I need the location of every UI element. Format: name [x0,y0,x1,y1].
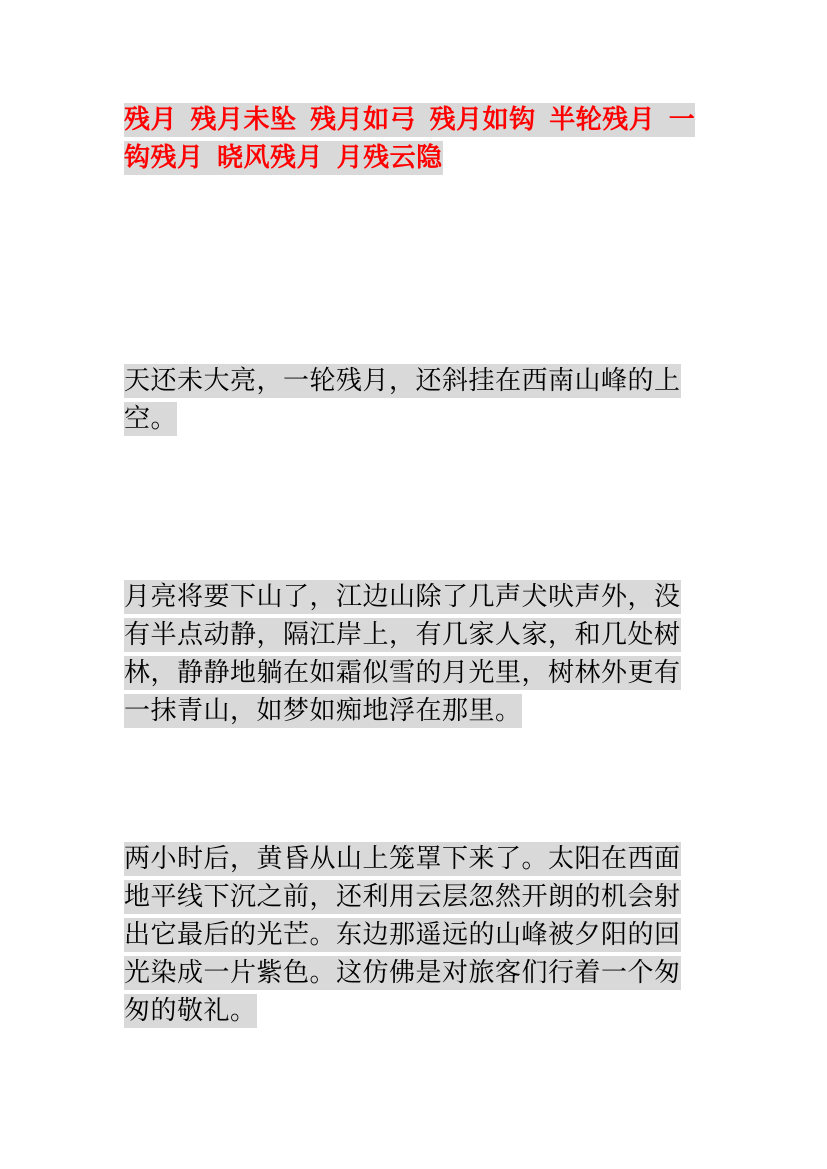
title-terms-line [124,101,704,177]
paragraph-3 [124,840,702,1030]
paragraph-1-text: 天还未大亮，一轮残月，还斜挂在西南山峰的上空。 [124,366,681,434]
paragraph-2-text: 月亮将要下山了，江边山除了几声犬吠声外，没有半点动静，隔江岸上，有几家人家，和几处树林，静静地躺在如霜似雪的月光里，树林外更有一抹青山，如梦如痴地浮在那里。 [124,582,681,726]
title-terms-text: 残月 残月未坠 残月如弓 残月如钩 半轮残月 一钩残月 晓风残月 月残云隐 [124,105,696,173]
paragraph-1 [124,362,702,438]
paragraph-3-text: 两小时后，黄昏从山上笼罩下来了。太阳在西面地平线下沉之前，还利用云层忽然开朗的机会射出它最后的光芒。东边那遥远的山峰被夕阳的回光染成一片紫色。这仿佛是对旅客们行着一个匆匆的敬礼。 [124,844,681,1026]
paragraph-2 [124,578,702,730]
